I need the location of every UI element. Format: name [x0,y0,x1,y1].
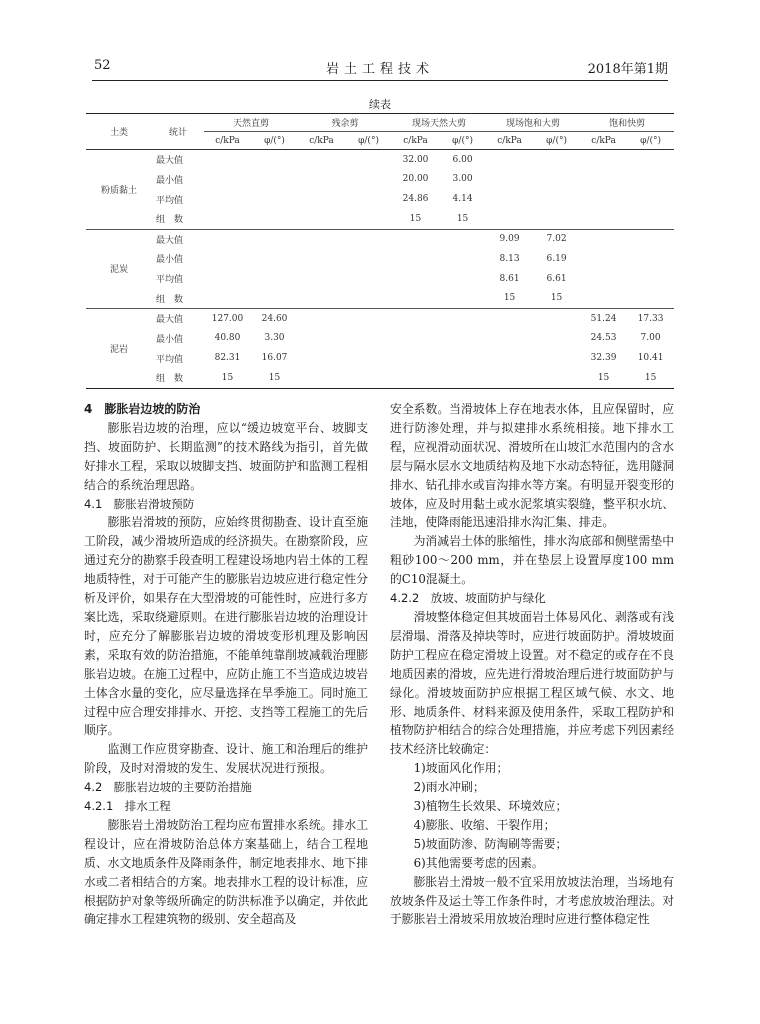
sub-header: φ/(°) [251,132,298,150]
stat-cell: 平均值 [156,195,184,206]
value-cell [298,289,345,309]
value-cell [204,249,251,269]
group-header: 现场饱和大剪 [486,114,580,132]
value-cell: 7.02 [533,229,580,249]
group-header: 残余剪 [298,114,392,132]
value-cell [204,169,251,189]
value-cell: 24.60 [251,309,298,329]
value-cell [533,309,580,329]
stat-cell: 组 数 [156,294,184,305]
value-cell: 3.00 [452,174,473,185]
value-cell [298,229,345,249]
value-cell: 6.00 [452,154,473,165]
value-cell [486,209,533,229]
table-row [86,289,674,309]
table-row [86,329,674,349]
list-item: 6)其他需要考虑的因素。 [413,855,544,870]
value-cell [392,309,439,329]
value-cell [486,189,533,209]
value-cell [298,348,345,368]
table-row [86,169,674,189]
value-cell [439,329,486,349]
value-cell: 15 [580,368,627,388]
value-cell [439,269,486,289]
group-header: 天然直剪 [204,114,298,132]
value-cell: 127.00 [204,309,251,329]
value-cell [533,368,580,388]
shear-strength-table [86,113,674,389]
value-cell [251,229,298,249]
stat-cell: 最小值 [156,255,184,266]
col-header-stat: 统计 [152,114,204,150]
value-cell [345,209,392,229]
value-cell [533,150,580,170]
value-cell: 24.53 [590,333,617,344]
value-cell [204,229,251,249]
subsection-heading: 4.2 膨胀岩边坡的主要防治措施 [84,780,252,795]
value-cell [298,368,345,388]
value-cell: 15 [409,213,422,224]
value-cell [627,269,674,289]
subsubsection-heading: 4.2.1 排水工程 [84,799,171,814]
sub-header: c/kPa [580,132,627,150]
value-cell [251,289,298,309]
value-cell [627,289,674,309]
table-row [86,209,674,229]
issue-label: 2018年第1期 [587,62,668,77]
value-cell [580,269,627,289]
value-cell: 8.13 [499,253,520,264]
value-cell [580,229,627,249]
stat-cell: 最大值 [152,229,204,249]
value-cell: 82.31 [214,353,241,364]
value-cell [580,169,627,189]
value-cell [298,189,345,209]
value-cell: 4.14 [452,194,473,205]
value-cell [298,269,345,289]
value-cell [298,209,345,229]
value-cell: 15 [251,368,298,388]
stat-cell: 最小值 [156,175,184,186]
value-cell [533,189,580,209]
group-header: 饱和快剪 [580,114,674,132]
value-cell: 6.19 [546,253,567,264]
sub-header: φ/(°) [439,132,486,150]
table-row [86,368,674,388]
value-cell [533,329,580,349]
stat-cell: 组 数 [152,368,204,388]
sub-header: c/kPa [486,132,533,150]
value-cell [533,348,580,368]
value-cell [439,289,486,309]
paragraph: 膨胀岩土滑坡防治工程均应布置排水系统。排水工程设计，应在滑坡防治总体方案基础上，结合工程地质、水文地质条件及降雨条件，制定地表排水、地下排水或二者相结合的方案。地表排水工程的设计标准，应根据防护对象等级所确定的防洪标准予以确定，并依此确定排水工程建筑物的级别、安全超高及 [84,817,368,927]
paragraph: 监测工作应贯穿勘查、设计、施工和治理后的维护阶段，及时对滑坡的发生、发展状况进行预报。 [84,742,368,776]
body-column-right [390,400,674,929]
value-cell [486,150,533,170]
value-cell: 6.61 [546,273,567,284]
value-cell [345,348,392,368]
paragraph: 膨胀岩滑坡的预防，应始终贯彻勘查、设计直至施工阶段，减少滑坡所造成的经济损失。在勘察阶段，应通过充分的勘察手段查明工程建设场地内岩土体的工程地质特性，对于可能产生的膨胀岩边坡应进行稳定性分析及评价，如果存在大型滑坡的可能性时，应进行多方案比选，采取绕避原则。在进行膨胀岩边坡的治理设计时，应充分了解膨胀岩边坡的滑坡变形机理及影响因素，采取有效的防治措施，不能单纯靠削坡减载治理膨胀岩边坡。在施工过程中，应防止施工不当造成边坡岩土体含水量的变化，应尽量选择在旱季施工。同时施工过程中应合理安排排水、开挖、支挡等工程施工的先后顺序。 [84,515,368,738]
value-cell [533,209,580,229]
value-cell [204,269,251,289]
value-cell: 15 [204,368,251,388]
list-item: 2)雨水冲刷； [413,780,485,795]
sub-header: c/kPa [204,132,251,150]
subsection-heading: 4.1 膨胀岩滑坡预防 [84,496,195,511]
value-cell [486,368,533,388]
value-cell: 15 [627,368,674,388]
sub-header: φ/(°) [627,132,674,150]
stat-cell: 平均值 [156,275,184,286]
value-cell [298,150,345,170]
value-cell [392,368,439,388]
value-cell [627,249,674,269]
value-cell [345,169,392,189]
value-cell [251,150,298,170]
soil-type-cell: 泥岩 [86,309,152,389]
value-cell [627,169,674,189]
table-caption: 续表 [369,98,391,111]
value-cell [439,229,486,249]
paragraph: 膨胀岩边坡的治理，应以“缓边坡宽平台、坡脚支挡、坡面防护、长期监测”的技术路线为指引，首先做好排水工程，采取以坡脚支挡、坡面防护和监测工程相结合的系统治理思路。 [84,420,368,492]
value-cell [439,348,486,368]
value-cell: 15 [503,293,516,304]
value-cell: 9.09 [486,229,533,249]
value-cell: 15 [456,213,469,224]
value-cell [580,249,627,269]
list-item: 4)膨胀、收缩、干裂作用； [413,817,556,832]
value-cell [251,209,298,229]
paragraph: 为消减岩土体的胀缩性，排水沟底部和侧壁需垫中粗砂100～200 mm，并在垫层上设置厚度100 mm的C10混凝土。 [390,534,674,587]
value-cell [392,348,439,368]
value-cell: 7.00 [640,333,661,344]
value-cell [345,269,392,289]
value-cell: 15 [550,293,563,304]
table-row [86,269,674,289]
group-header: 现场天然大剪 [392,114,486,132]
table-row [86,309,674,329]
value-cell: 32.00 [402,154,429,165]
value-cell [439,249,486,269]
value-cell [486,348,533,368]
stat-cell: 平均值 [156,354,184,365]
value-cell [580,189,627,209]
value-cell [298,169,345,189]
value-cell [345,150,392,170]
table-row [86,189,674,209]
value-cell: 16.07 [261,353,288,364]
value-cell: 51.24 [580,309,627,329]
page-number: 52 [94,58,111,73]
value-cell [580,150,627,170]
value-cell [486,329,533,349]
value-cell: 8.61 [499,273,520,284]
value-cell [204,209,251,229]
value-cell [204,189,251,209]
value-cell: 20.00 [402,174,429,185]
value-cell [627,150,674,170]
value-cell [392,289,439,309]
value-cell: 24.86 [402,194,429,205]
value-cell [392,269,439,289]
value-cell [298,249,345,269]
sub-header: φ/(°) [345,132,392,150]
section-heading: 4 膨胀岩边坡的防治 [84,402,201,416]
value-cell [580,209,627,229]
value-cell [345,189,392,209]
stat-cell: 最大值 [156,156,184,167]
list-item: 3)植物生长效果、环境效应； [413,799,568,814]
value-cell [251,249,298,269]
col-header-soil: 土类 [86,114,152,150]
value-cell [392,329,439,349]
journal-title: 岩土工程技术 [325,62,434,77]
value-cell [486,309,533,329]
table-row [86,229,674,249]
value-cell [345,368,392,388]
value-cell [580,289,627,309]
value-cell: 40.80 [214,333,241,344]
list-item: 1)坡面风化作用； [413,761,509,776]
value-cell: 32.39 [590,353,617,364]
value-cell [345,229,392,249]
value-cell [627,209,674,229]
paragraph: 滑坡整体稳定但其坡面岩土体易风化、剥落或有浅层滑塌、滑落及掉块等时，应进行坡面防护。滑坡坡面防护工程应在稳定滑坡上设置。对不稳定的或存在不良地质因素的滑坡，应先进行滑坡治理后进行坡面防护与绿化。滑坡坡面防护应根据工程区域气候、水文、地形、地质条件、材料来源及使用条件，采取工程防护和植物防护相结合的综合处理措施，并应考虑下列因素经技术经济比较确定： [390,609,674,757]
value-cell: 17.33 [627,309,674,329]
table-row [86,348,674,368]
soil-type-cell: 粉质黏土 [100,185,137,196]
subsubsection-heading: 4.2.2 放坡、坡面防护与绿化 [390,591,546,606]
soil-type-cell: 泥炭 [86,229,152,309]
value-cell: 3.30 [264,333,285,344]
value-cell [439,368,486,388]
paragraph: 安全系数。当滑坡体上存在地表水体，且应保留时，应进行防渗处理，并与拟建排水系统相接。地下排水工程，应视滑动面状况、滑坡所在山坡汇水范围内的含水层与隔水层水文地质结构及地下水动态特征，选用隧洞排水、钻孔排水或盲沟排水等方案。有明显开裂变形的坡体，应及时用黏土或水泥浆填实裂缝，整平积水坑、洼地，使降雨能迅速沿排水沟汇集、排走。 [390,402,674,530]
value-cell [251,189,298,209]
stat-cell: 组 数 [156,215,184,226]
value-cell [204,289,251,309]
page-header [92,56,668,81]
sub-header: c/kPa [392,132,439,150]
table-row [86,249,674,269]
value-cell [204,150,251,170]
value-cell [392,249,439,269]
value-cell [392,229,439,249]
value-cell [627,229,674,249]
value-cell [486,169,533,189]
value-cell [251,169,298,189]
sub-header: φ/(°) [533,132,580,150]
value-cell: 10.41 [637,353,664,364]
stat-cell: 最小值 [156,334,184,345]
value-cell [298,309,345,329]
body-column-left [84,400,368,929]
table-row [86,150,674,170]
list-item: 5)坡面防渗、防淘刷等需要； [413,836,568,851]
value-cell [345,309,392,329]
value-cell [345,289,392,309]
value-cell [533,169,580,189]
value-cell [627,189,674,209]
value-cell [345,249,392,269]
paragraph: 膨胀岩土滑坡一般不宜采用放坡法治理，当场地有放坡条件及运土等工作条件时，才考虑放坡治理法。对于膨胀岩土滑坡采用放坡治理时应进行整体稳定性 [390,874,674,927]
value-cell [251,269,298,289]
value-cell [298,329,345,349]
stat-cell: 最大值 [152,309,204,329]
value-cell [439,309,486,329]
sub-header: c/kPa [298,132,345,150]
value-cell [345,329,392,349]
